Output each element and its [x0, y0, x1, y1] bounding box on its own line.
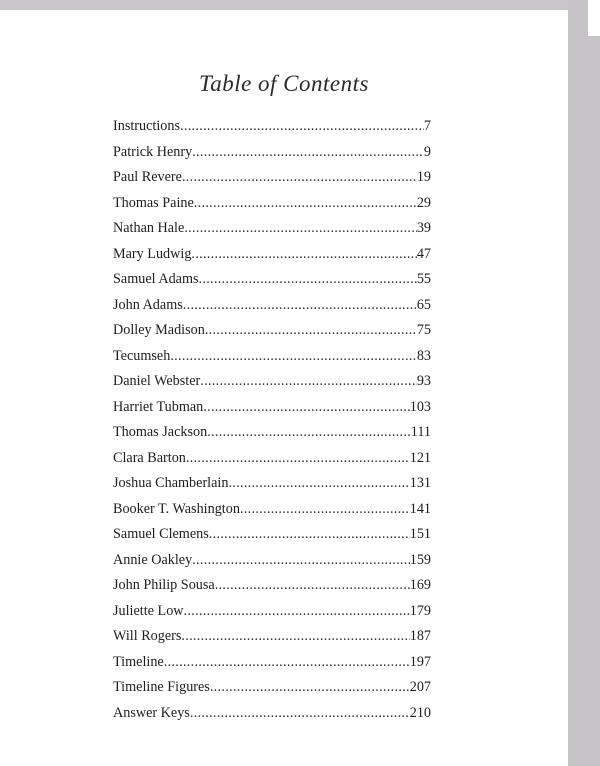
toc-entry-page: 55: [416, 271, 431, 287]
toc-entry: [113, 603, 431, 629]
toc-entry-label: Samuel Clemens: [113, 526, 209, 542]
toc-entry: [113, 118, 431, 144]
dot-leader: [199, 271, 417, 288]
dot-leader: [200, 373, 417, 390]
toc-entry-page: 197: [409, 653, 431, 670]
dot-leader: [186, 450, 410, 467]
toc-entry: [113, 577, 431, 603]
toc-entry-page: 169: [409, 577, 431, 593]
toc-entry: [113, 373, 431, 399]
toc-entry: [113, 654, 431, 680]
toc-entry-page: 179: [409, 602, 431, 619]
toc-entry-label: Instructions: [113, 118, 180, 134]
toc-entry: [113, 246, 431, 272]
toc-entry-label: John Philip Sousa: [113, 577, 215, 593]
document-page: [0, 10, 568, 766]
toc-entry: [113, 475, 431, 501]
dot-leader: [215, 577, 410, 594]
dot-leader: [240, 501, 410, 518]
toc-entry-label: Paul Revere: [113, 169, 182, 185]
dot-leader: [203, 399, 409, 416]
toc-entry-page: 111: [410, 424, 431, 440]
toc-entry-page: 207: [409, 679, 431, 695]
toc-entry: [113, 144, 431, 170]
dot-leader: [205, 322, 417, 339]
toc-entry: [113, 552, 431, 578]
toc-entry-page: 65: [416, 296, 431, 313]
toc-entry: [113, 195, 431, 221]
toc-entry: [113, 705, 431, 731]
toc-entry-page: 141: [409, 500, 431, 517]
toc-entry-label: Timeline: [113, 653, 164, 670]
toc-entry: [113, 348, 431, 374]
toc-entry-label: Juliette Low: [113, 602, 184, 619]
dot-leader: [190, 705, 410, 722]
toc-entry-page: 75: [416, 322, 431, 338]
toc-entry-page: 159: [409, 551, 431, 568]
dot-leader: [194, 195, 417, 212]
dot-leader: [207, 424, 411, 441]
toc-entry: [113, 526, 431, 552]
toc-entry: [113, 297, 431, 323]
toc-entry: [113, 424, 431, 450]
toc-entry-page: 103: [409, 398, 431, 415]
toc-entry-label: Patrick Henry: [113, 143, 193, 160]
dot-leader: [164, 654, 410, 671]
dot-leader: [210, 679, 410, 696]
toc-entry-label: Mary Ludwig: [113, 245, 192, 262]
top-border: [0, 0, 600, 10]
toc-entry-page: 39: [416, 220, 431, 236]
toc-entry-label: Thomas Jackson: [113, 424, 208, 440]
toc-entry-page: 187: [409, 628, 431, 644]
toc-entry-page: 210: [409, 704, 431, 721]
toc-entry: [113, 399, 431, 425]
dot-leader: [170, 348, 417, 365]
dot-leader: [209, 526, 410, 543]
toc-entry-page: 121: [409, 449, 431, 466]
toc-entry-page: 47: [416, 245, 431, 262]
toc-entry-page: 7: [423, 118, 431, 134]
toc-entry-label: Harriet Tubman: [113, 398, 204, 415]
page-title: Table of Contents: [199, 71, 369, 96]
toc-entry-page: 93: [416, 373, 431, 389]
dot-leader: [228, 475, 409, 492]
toc-entry: [113, 271, 431, 297]
toc-entry-page: 19: [416, 169, 431, 185]
dot-leader: [191, 246, 416, 263]
toc-entry-label: John Adams: [113, 296, 183, 313]
toc-entry: [113, 450, 431, 476]
toc-entry: [113, 501, 431, 527]
dot-leader: [180, 118, 424, 135]
dot-leader: [192, 552, 410, 569]
toc-entry-label: Samuel Adams: [113, 271, 199, 287]
toc-entry-label: Tecumseh: [113, 347, 171, 364]
toc-entry: [113, 679, 431, 705]
toc-entry-label: Annie Oakley: [113, 551, 193, 568]
toc-entry-page: 83: [416, 347, 431, 364]
toc-entry-label: Nathan Hale: [113, 220, 185, 236]
toc-entry-page: 131: [409, 475, 431, 491]
dot-leader: [184, 220, 417, 237]
dot-leader: [182, 169, 417, 186]
right-border: [568, 0, 600, 766]
dot-leader: [181, 628, 409, 645]
toc-entry-label: Booker T. Washington: [113, 500, 240, 517]
table-of-contents: [113, 118, 431, 730]
toc-entry-label: Timeline Figures: [113, 679, 210, 695]
toc-entry-page: 151: [409, 526, 431, 542]
dot-leader: [184, 603, 410, 620]
toc-entry-label: Daniel Webster: [113, 373, 201, 389]
toc-entry: [113, 220, 431, 246]
toc-entry-label: Answer Keys: [113, 704, 190, 721]
toc-entry-page: 9: [423, 143, 431, 160]
toc-entry-page: 29: [416, 194, 431, 211]
toc-entry-label: Dolley Madison: [113, 322, 205, 338]
dot-leader: [183, 297, 417, 314]
toc-entry-label: Joshua Chamberlain: [113, 475, 229, 491]
toc-entry-label: Clara Barton: [113, 449, 186, 466]
toc-entry-label: Will Rogers: [113, 628, 182, 644]
dot-leader: [192, 144, 424, 161]
corner-highlight: [588, 0, 600, 36]
toc-entry: [113, 322, 431, 348]
toc-entry: [113, 628, 431, 654]
toc-entry-label: Thomas Paine: [113, 194, 194, 211]
toc-entry: [113, 169, 431, 195]
